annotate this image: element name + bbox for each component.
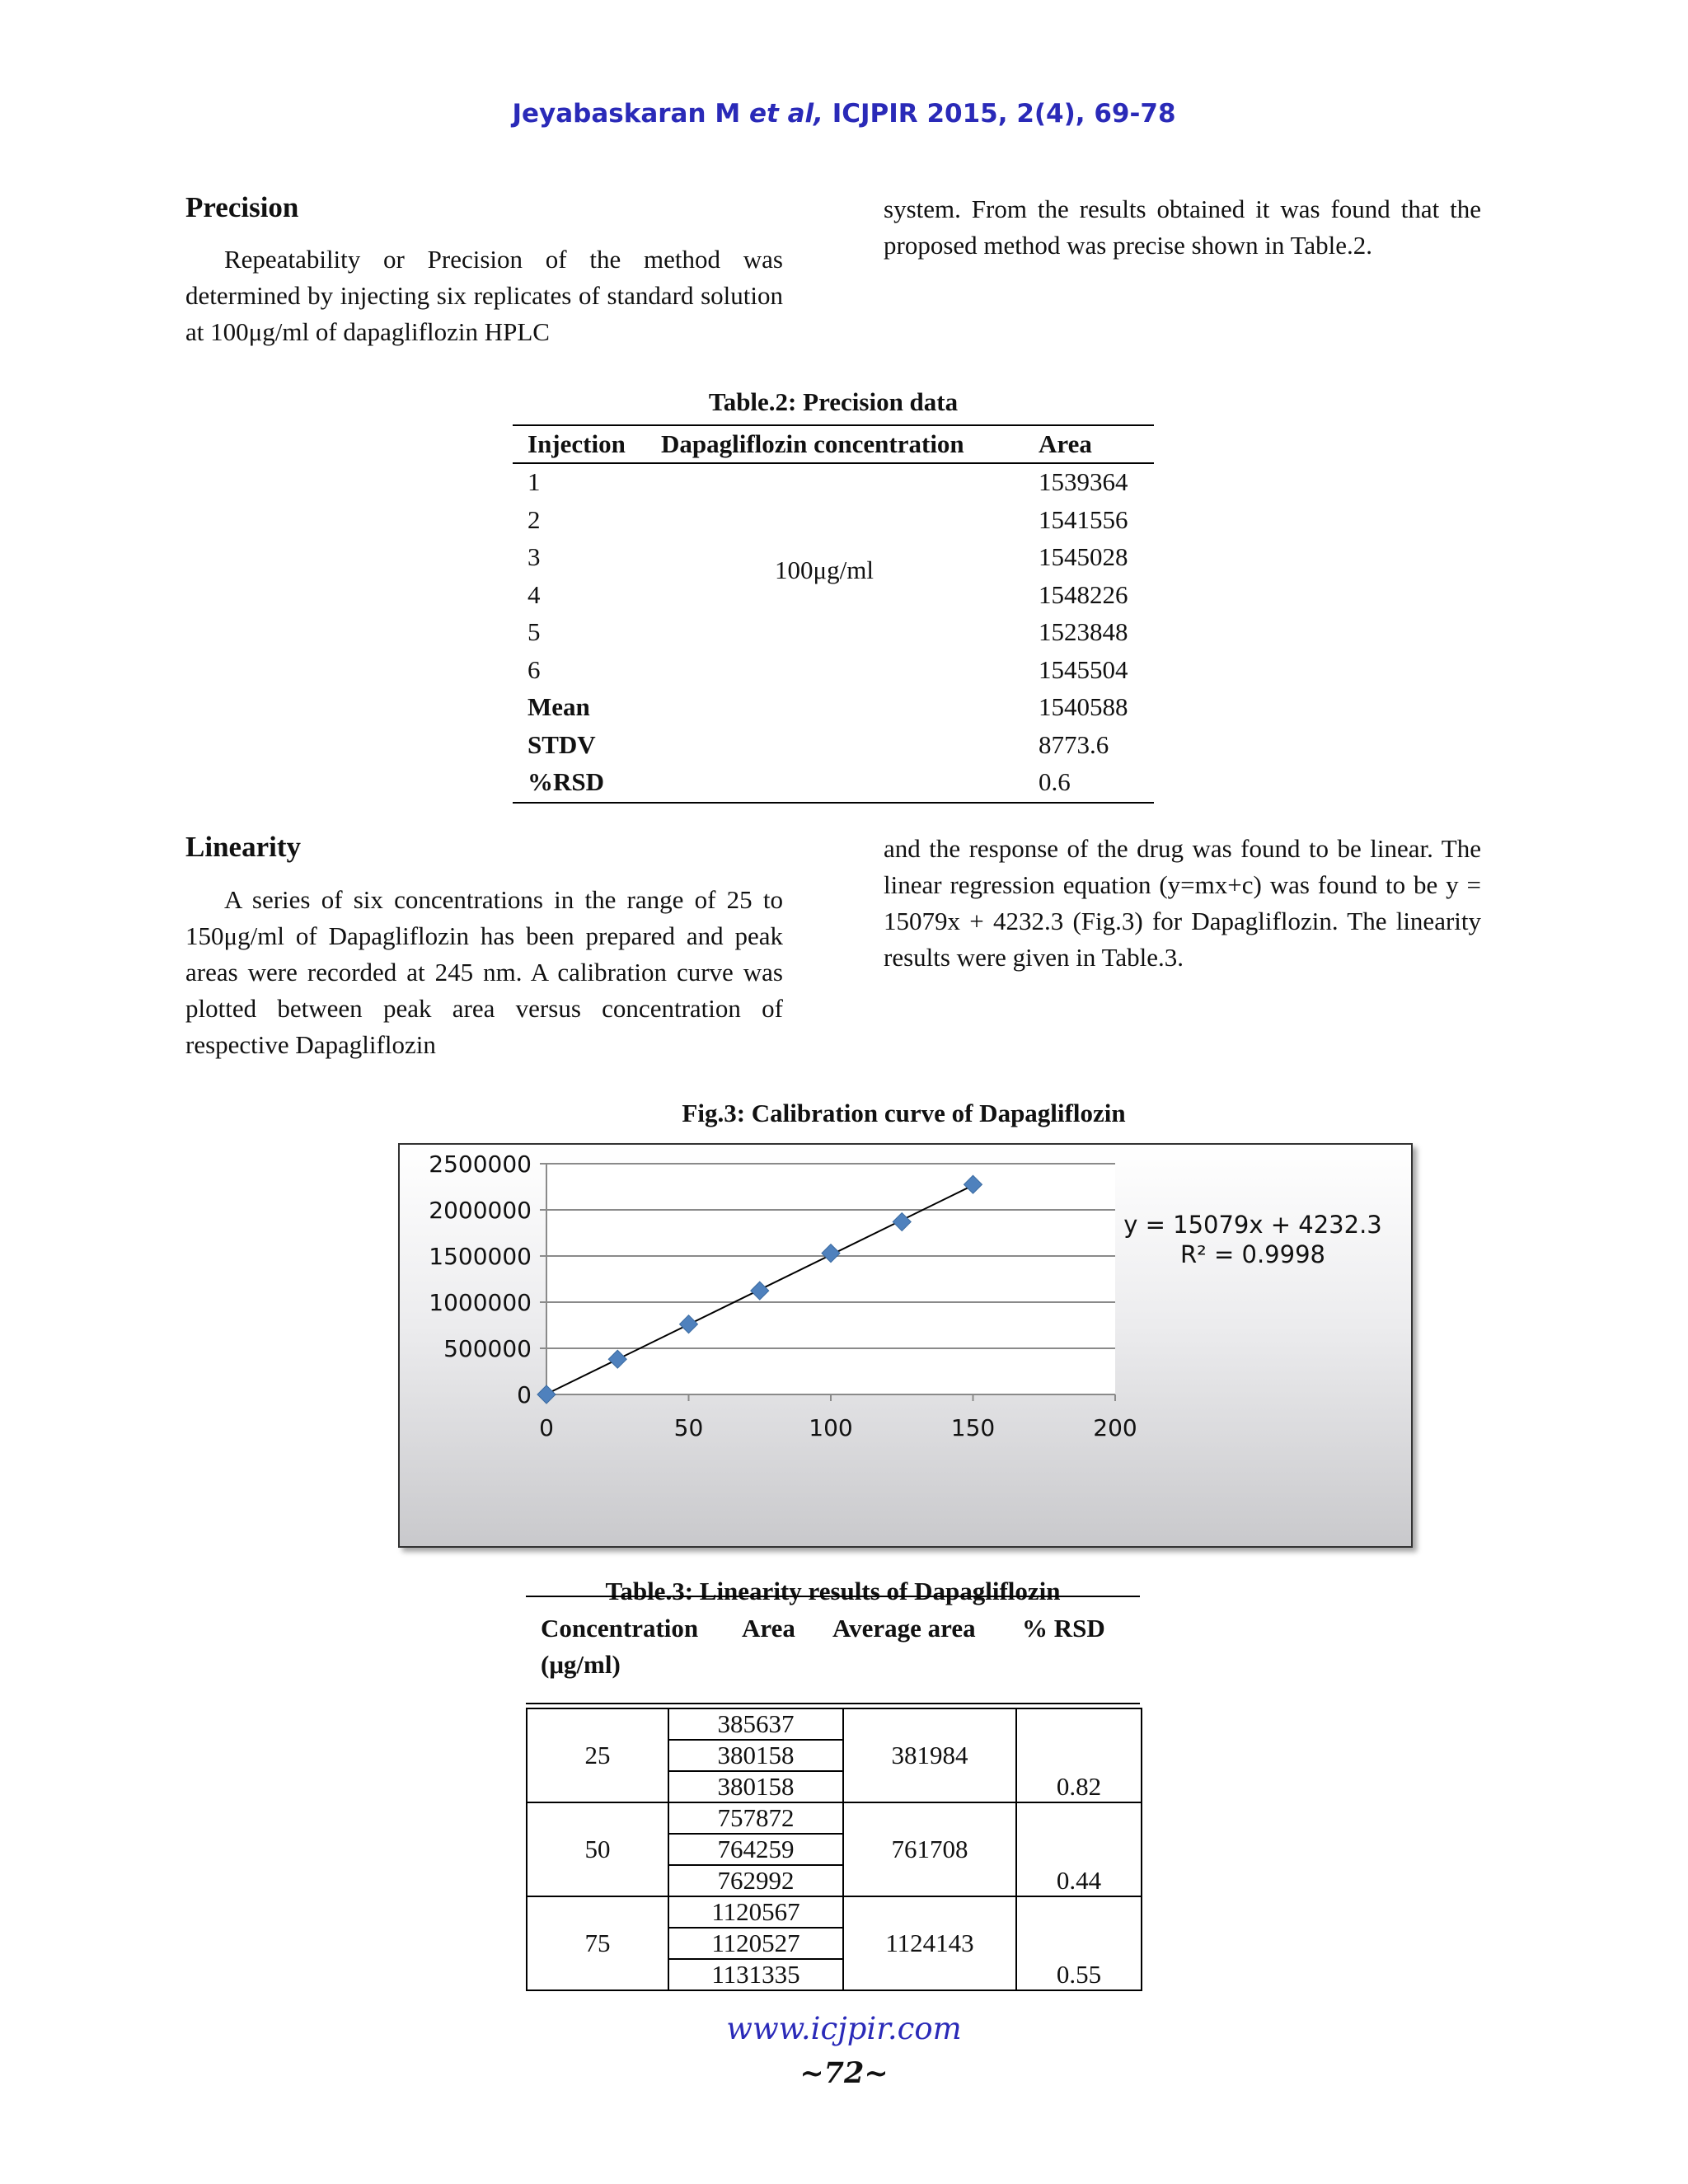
- table3-header-rsd: % RSD: [1022, 1614, 1105, 1643]
- table3-header-unit: (μg/ml): [541, 1650, 621, 1679]
- table2-injection-cell: 2: [528, 504, 541, 534]
- table3-area-cell: 380158: [668, 1771, 843, 1802]
- calibration-chart-svg: [400, 1145, 1411, 1546]
- linearity-table: [526, 1708, 1142, 1991]
- table2-area-cell: 1548226: [1039, 579, 1128, 609]
- table3-area-cell: 757872: [668, 1802, 843, 1834]
- y-tick-label: 0: [517, 1381, 532, 1408]
- table3-rsd-cell: 0.55: [1016, 1896, 1142, 1990]
- x-tick-label: 200: [1093, 1414, 1137, 1441]
- table2-row: [513, 502, 1154, 540]
- y-tick-label: 500000: [443, 1335, 532, 1362]
- table3-header-rule: [526, 1703, 1140, 1704]
- table2-area-cell: 1540588: [1039, 692, 1128, 721]
- table3-row: [527, 1708, 1142, 1740]
- table3-header-area: Area: [742, 1614, 795, 1643]
- x-tick-label: 50: [673, 1414, 704, 1441]
- precision-table: [513, 424, 1154, 804]
- table2-area-cell: 8773.6: [1039, 729, 1109, 759]
- table2-row: [513, 764, 1154, 802]
- table2-row: [513, 727, 1154, 765]
- table3-row: [527, 1802, 1142, 1834]
- table3-area-cell: 385637: [668, 1708, 843, 1740]
- table2-injection-cell: STDV: [528, 729, 596, 759]
- table2-row: [513, 614, 1154, 652]
- y-tick-label: 1000000: [429, 1289, 532, 1316]
- y-tick-label: 2000000: [429, 1197, 532, 1224]
- table3-rsd-cell: 0.82: [1016, 1708, 1142, 1802]
- table3-average-cell: 1124143: [843, 1896, 1016, 1990]
- table2-area-cell: 1545028: [1039, 542, 1128, 571]
- table3-caption: Table.3: Linearity results of Dapagliflozin: [605, 1577, 1061, 1605]
- table2-row: [513, 464, 1154, 502]
- linearity-title: Linearity: [185, 831, 301, 863]
- table2-row: [513, 652, 1154, 690]
- table3-top-rule: [526, 1596, 1140, 1597]
- table3-header-average-area: Average area: [832, 1614, 976, 1643]
- table3-area-cell: 1120527: [668, 1928, 843, 1959]
- figure3-caption: Fig.3: Calibration curve of Dapagliflozin: [682, 1099, 1126, 1127]
- table2-area-cell: 1545504: [1039, 654, 1128, 684]
- table3-area-cell: 764259: [668, 1834, 843, 1865]
- table2-header-row: [513, 426, 1154, 464]
- table3-area-cell: 380158: [668, 1740, 843, 1771]
- header-authors: Jeyabaskaran M: [512, 99, 741, 129]
- x-tick-label: 0: [539, 1414, 554, 1441]
- table3-rsd-cell: 0.44: [1016, 1802, 1142, 1896]
- table2-caption: Table.2: Precision data: [708, 387, 959, 416]
- table2-header-concentration: Dapagliflozin concentration: [661, 429, 964, 458]
- footer-url[interactable]: www.icjpir.com: [726, 2011, 962, 2046]
- page-number: ~72~: [799, 2056, 889, 2090]
- linearity-paragraph-left: A series of six concentrations in the range of 25 to 150μg/ml of Dapagliflozin has been prepared and peak areas were recorded at 245 nm. A calibration curve was plotted between peak area versus concentration of respective Dapagliflozin: [185, 885, 783, 1059]
- y-tick-label: 2500000: [429, 1151, 532, 1178]
- table2-header-area: Area: [1039, 429, 1092, 458]
- trendline-equation: y = 15079x + 4232.3: [1123, 1211, 1382, 1239]
- table3-area-cell: 1131335: [668, 1959, 843, 1990]
- table2-area-cell: 0.6: [1039, 767, 1071, 796]
- table2-body: [513, 464, 1154, 802]
- table2-injection-cell: %RSD: [528, 767, 605, 796]
- table3-row: [527, 1896, 1142, 1928]
- calibration-chart: [398, 1143, 1413, 1548]
- table2-area-cell: 1541556: [1039, 504, 1128, 534]
- x-tick-label: 100: [809, 1414, 853, 1441]
- table3-concentration-cell: 25: [527, 1708, 668, 1802]
- linearity-paragraph-right: and the response of the drug was found to be linear. The linear regression equation (y=mx+c) was found to be y = 15079x + 4232.3 (Fig.3) for Dapagliflozin. The linearity results were given in Table.3.: [884, 834, 1481, 972]
- table3-average-cell: 761708: [843, 1802, 1016, 1896]
- table3-area-cell: 762992: [668, 1865, 843, 1896]
- table3-area-cell: 1120567: [668, 1896, 843, 1928]
- table2-header-injection: Injection: [528, 429, 626, 458]
- y-tick-label: 1500000: [429, 1243, 532, 1270]
- x-tick-label: 150: [950, 1414, 996, 1441]
- table3-header-concentration: Concentration: [541, 1614, 699, 1643]
- precision-title: Precision: [185, 191, 299, 223]
- table3-concentration-cell: 50: [527, 1802, 668, 1896]
- table2-injection-cell: 1: [528, 467, 541, 496]
- running-header: [0, 99, 1688, 129]
- table3-concentration-cell: 75: [527, 1896, 668, 1990]
- table3-average-cell: 381984: [843, 1708, 1016, 1802]
- table2-row: [513, 689, 1154, 727]
- trendline-r-squared: R² = 0.9998: [1180, 1240, 1325, 1268]
- table2-injection-cell: 3: [528, 542, 541, 571]
- precision-paragraph-left: Repeatability or Precision of the method was determined by injecting six replicates of standard solution at 100μg/ml of dapagliflozin HPLC: [185, 245, 783, 346]
- table2-area-cell: 1539364: [1039, 467, 1128, 496]
- precision-paragraph-right: system. From the results obtained it was found that the proposed method was precise shown in Table.2.: [884, 194, 1481, 260]
- table2-concentration-cell: 100μg/ml: [775, 555, 874, 584]
- plot-area: [546, 1164, 1115, 1394]
- table2-injection-cell: 4: [528, 579, 541, 609]
- header-journal: ICJPIR 2015, 2(4), 69-78: [832, 99, 1176, 129]
- table2-injection-cell: 5: [528, 617, 541, 646]
- table2-injection-cell: 6: [528, 654, 541, 684]
- table2-injection-cell: Mean: [528, 692, 590, 721]
- header-etal: et al,: [748, 99, 823, 129]
- table2-area-cell: 1523848: [1039, 617, 1128, 646]
